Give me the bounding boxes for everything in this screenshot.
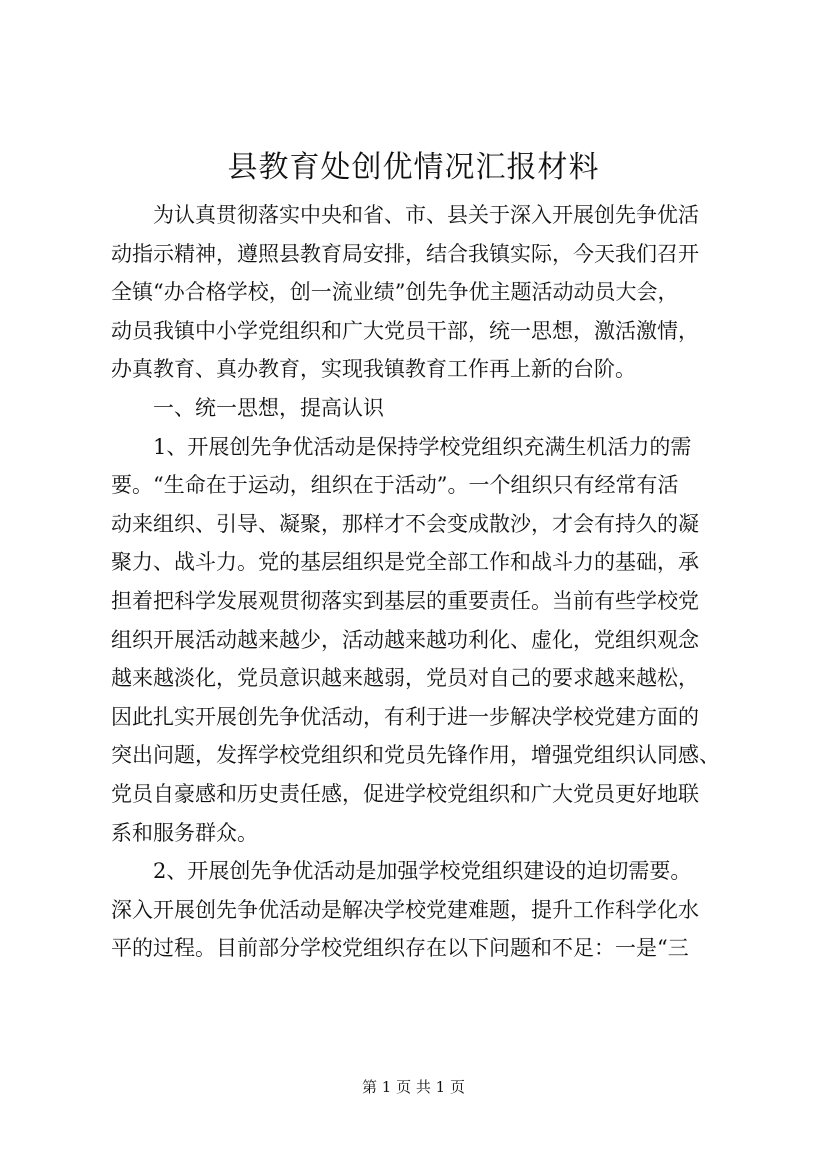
body-line: 越来越淡化，党员意识越来越弱，党员对自己的要求越来越松， [111,666,699,691]
body-line: 深入开展创先争优活动是解决学校党建难题，提升工作科学化水 [111,897,699,922]
body-line: 担着把科学发展观贯彻落实到基层的重要责任。当前有些学校党 [111,588,699,613]
body-line: 组织开展活动越来越少，活动越来越功利化、虚化，党组织观念 [111,627,699,652]
body-line: 突出问题，发挥学校党组织和党员先锋作用，增强党组织认同感、 [111,743,720,768]
page-footer: 第 1 页 共 1 页 [362,1078,465,1096]
body-line: 平的过程。目前部分学校党组织存在以下问题和不足：一是“三 [111,936,689,961]
body-line: 动指示精神，遵照县教育局安排，结合我镇实际，今天我们召开 [111,241,699,266]
body-line: 动员我镇中小学党组织和广大党员干部，统一思想，激活激情， [111,318,699,343]
body-line: 2、开展创先争优活动是加强学校党组织建设的迫切需要。 [153,859,692,884]
body-line: 办真教育、真办教育，实现我镇教育工作再上新的台阶。 [111,357,636,382]
body-line: 全镇“办合格学校，创一流业绩”创先争优主题活动动员大会， [111,280,679,305]
document-title: 县教育处创优情况汇报材料 [227,150,600,185]
document-body [111,196,731,968]
body-line: 党员自豪感和历史责任感，促进学校党组织和广大党员更好地联 [111,781,699,806]
body-line: 要。“生命在于运动，组织在于活动”。一个组织只有经常有活 [111,473,679,498]
body-line: 1、开展创先争优活动是保持学校党组织充满生机活力的需 [153,434,692,459]
body-line: 系和服务群众。 [111,820,258,845]
body-line: 为认真贯彻落实中央和省、市、县关于深入开展创先争优活 [153,203,699,227]
body-line: 因此扎实开展创先争优活动，有利于进一步解决学校党建方面的 [111,704,699,729]
body-line: 聚力、战斗力。党的基层组织是党全部工作和战斗力的基础，承 [111,550,699,575]
section-heading: 一、统一思想，提高认识 [153,395,384,420]
body-line: 动来组织、引导、凝聚，那样才不会变成散沙，才会有持久的凝 [111,511,699,536]
